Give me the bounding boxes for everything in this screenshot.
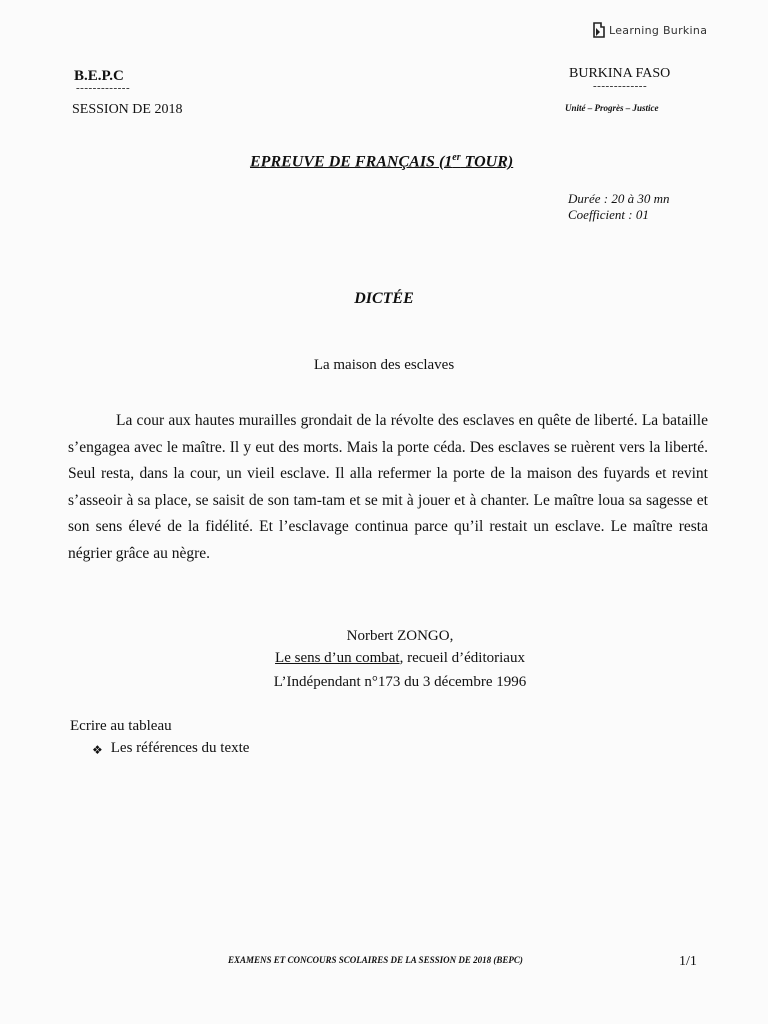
instructions-label: Ecrire au tableau [70, 718, 172, 734]
text-title: La maison des esclaves [313, 357, 455, 373]
reference-issue: L’Indépendant n°173 du 3 décembre 1996 [273, 674, 527, 690]
reference-work-title: Le sens d’un combat [275, 650, 400, 666]
dictation-passage: La cour aux hautes murailles grondait de la révolte des esclaves en quête de liberté. La bataille s’engagea avec le maître. Il y eut des morts. Mais la porte céda. Des esclaves se ruèrent vers la liberté. Seul resta, dans la cour, un vieil esclave. Il alla refermer la porte de la maison des fuyards et revint s’asseoir à sa place, se saisit de son tam-tam et se mit à jouer et à chanter. Le maître loua sa sagesse et son sens élevé de la fidélité. Et l’esclavage continua parce qu’il restait un esclave. Le maître resta négrier grâce au nègre. [68, 412, 708, 562]
country-name: BURKINA FASO [569, 66, 671, 81]
footer-text: EXAMENS ET CONCOURS SCOLAIRES DE LA SESSION DE 2018 (BEPC) [228, 955, 523, 965]
exam-title: EPREUVE DE FRANÇAIS (1er TOUR) [250, 152, 514, 171]
reference-author: Norbert ZONGO, [346, 628, 454, 644]
watermark-text: Learning Burkina [609, 23, 708, 37]
national-motto: Unité – Progrès – Justice [565, 103, 659, 113]
header-left-separator: ------------- [76, 82, 131, 94]
header-right-separator: ------------- [593, 80, 648, 92]
diamond-bullet-icon: ❖ [92, 743, 103, 757]
exam-name: B.E.P.C [74, 68, 124, 84]
watermark [592, 22, 707, 38]
section-heading: DICTÉE [354, 290, 414, 307]
exam-coefficient: Coefficient : 01 [568, 207, 649, 222]
learning-burkina-logo-icon [592, 22, 606, 38]
exam-duration: Durée : 20 à 30 mn [568, 191, 670, 206]
list-item: ❖ Les références du texte [92, 740, 249, 760]
reference-work: Le sens d’un combat, recueil d’éditoriaux [275, 650, 525, 666]
session-label: SESSION DE 2018 [72, 102, 183, 117]
page-number: 1/1 [679, 954, 697, 969]
